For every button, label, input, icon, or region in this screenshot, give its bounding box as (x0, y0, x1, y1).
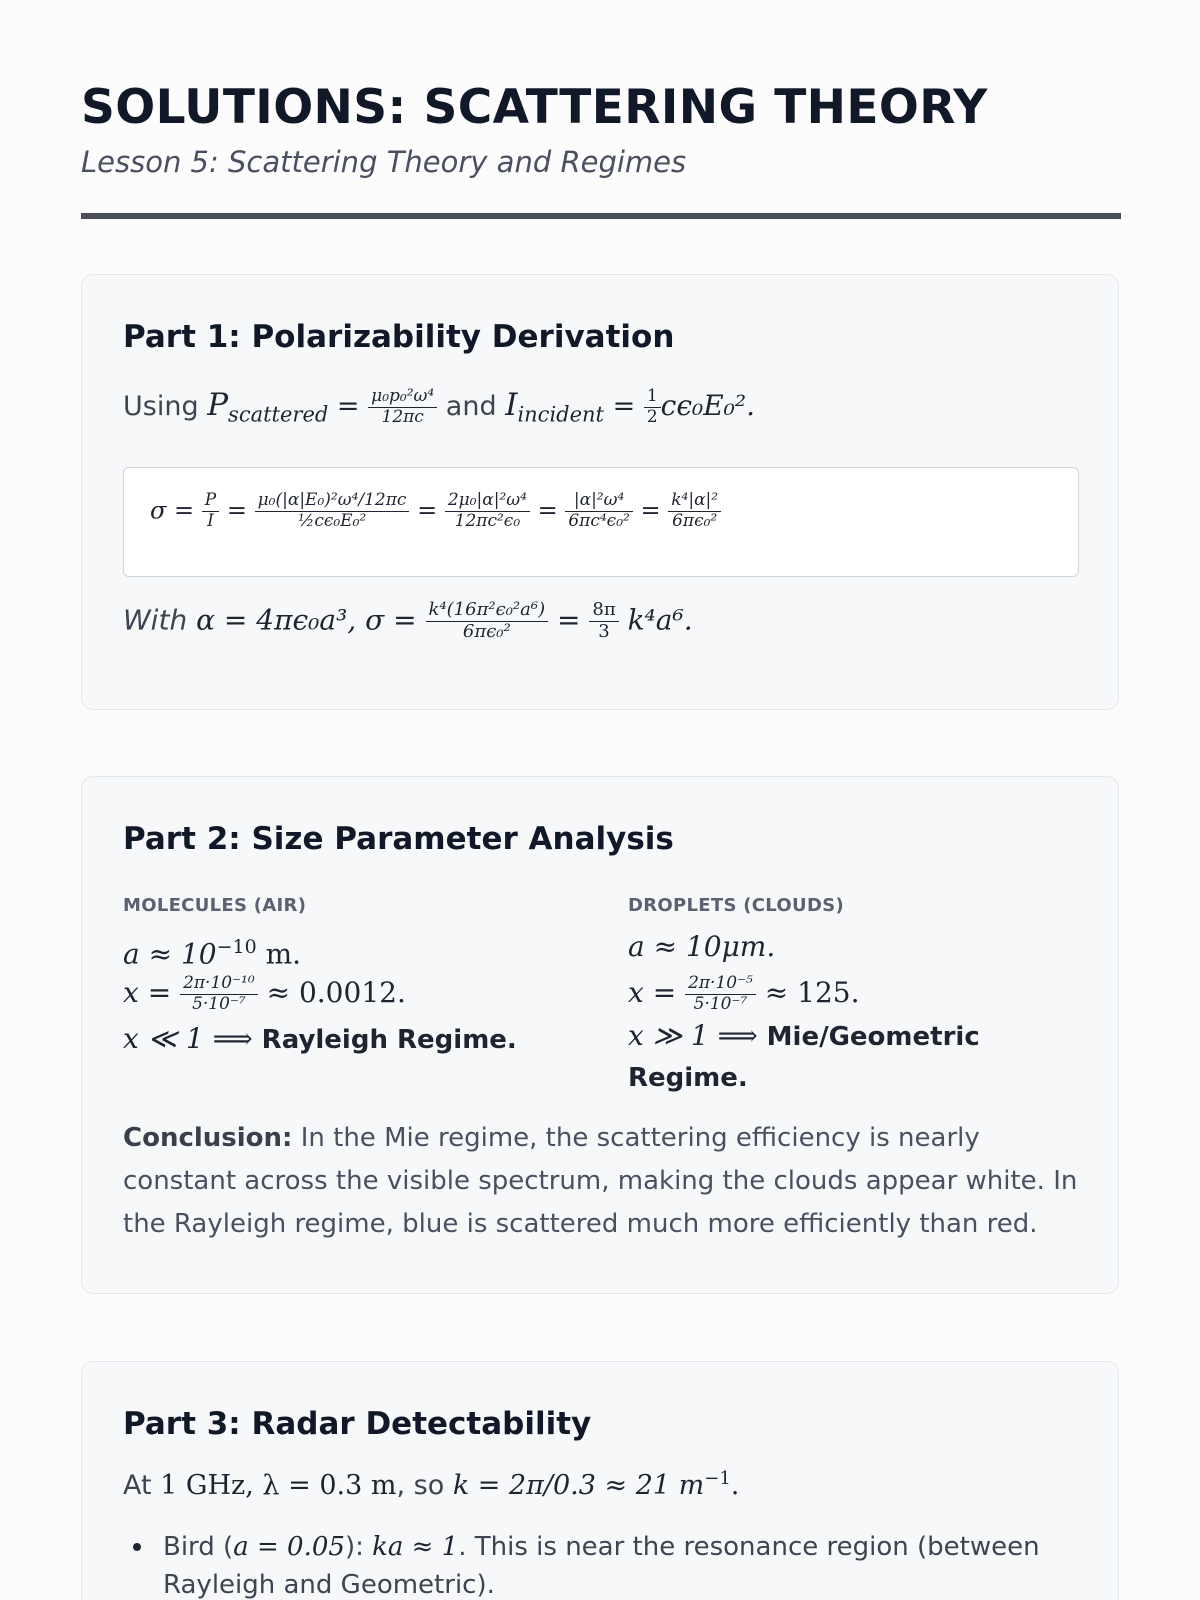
frac-denominator: ½cϵ₀E₀² (297, 510, 367, 531)
part1-result (123, 601, 693, 642)
i-subscript: incident (517, 402, 604, 427)
frac-numerator: 2π·10⁻⁵ (685, 975, 756, 995)
p-denominator: 12πc (381, 407, 424, 427)
frac-denominator: 5·10⁻⁷ (693, 993, 748, 1014)
equals-sign: = (417, 496, 438, 525)
bullet-math-2: ka ≈ 1 (372, 1532, 459, 1562)
frac-denominator: 6πc⁴ϵ₀² (568, 510, 630, 531)
x-fraction (685, 972, 756, 1014)
title-divider (81, 213, 1121, 219)
molecules-column (123, 895, 563, 1062)
molecules-size (123, 924, 563, 970)
regime-name: Rayleigh Regime. (261, 1025, 517, 1055)
frac-step-4 (565, 492, 632, 531)
i-symbol: I (505, 387, 518, 423)
result-tail: k⁴a⁶. (627, 603, 693, 637)
molecules-regime (123, 1016, 563, 1062)
frac-denominator: 6πϵ₀² (462, 620, 511, 642)
part2-heading: Part 2: Size Parameter Analysis (123, 821, 674, 857)
part1-intro (123, 387, 755, 427)
equals-sign: = (612, 391, 636, 422)
part3-card (81, 1361, 1119, 1600)
intro-and-text: and (445, 391, 497, 422)
x-result: ≈ 0.0012. (266, 976, 406, 1009)
radar-list (123, 1528, 1083, 1600)
frac-numerator: k⁴(16π²ϵ₀²a⁶) (426, 601, 549, 622)
size-exponent: −10 (216, 936, 257, 958)
bullet-lead: Bird ( (163, 1532, 234, 1562)
equals-sign: = (640, 496, 661, 525)
with-word: With (123, 603, 188, 637)
i-rest: cϵ₀E₀². (660, 389, 756, 422)
equals-sign: = (226, 496, 247, 525)
half-denominator: 2 (646, 407, 658, 427)
intro-frequency: 1 GHz, λ = 0.3 m (160, 1470, 397, 1501)
p-symbol: P (207, 387, 229, 423)
droplets-column (628, 895, 1068, 1098)
droplets-size (628, 924, 1068, 970)
half-numerator: 1 (644, 388, 661, 408)
equals-sign: = (537, 496, 558, 525)
x-lhs: x = (123, 976, 172, 1009)
size-value: a ≈ 10 (123, 937, 217, 971)
frac-step-2 (255, 492, 410, 531)
list-item (123, 1528, 1083, 1600)
half-fraction (644, 388, 661, 427)
part3-intro (123, 1468, 739, 1501)
frac-denominator: 12πc²ϵ₀ (454, 510, 521, 531)
frac-p-over-i (202, 492, 219, 531)
page-subtitle: Lesson 5: Scattering Theory and Regimes (81, 145, 687, 179)
result-fraction (426, 601, 549, 642)
bullet-mid: ): (344, 1532, 373, 1562)
frac-numerator: k⁴|α|² (668, 492, 721, 512)
frac-denominator: I (207, 510, 214, 531)
p-fraction (368, 388, 437, 427)
droplets-regime (628, 1016, 1028, 1098)
frac-step-3 (445, 492, 530, 531)
frac-numerator: μ₀(|α|E₀)²ω⁴/12πc (255, 492, 410, 512)
droplets-x (628, 970, 1068, 1016)
frac-numerator: P (202, 492, 219, 512)
wavenumber-exponent: −1 (704, 1468, 731, 1489)
intro-wavenumber: k = 2π/0.3 ≈ 21 m (452, 1470, 705, 1501)
x-fraction (180, 972, 258, 1014)
page-title: SOLUTIONS: SCATTERING THEORY (81, 80, 988, 135)
coef-fraction (589, 601, 618, 642)
size-value: a ≈ 10μm. (628, 930, 776, 963)
conclusion-paragraph (123, 1117, 1083, 1246)
p-subscript: scattered (228, 402, 329, 427)
frac-denominator: 6πϵ₀² (672, 510, 718, 531)
x-lhs: x = (628, 976, 677, 1009)
regime-condition: x ≫ 1 ⟹ (628, 1019, 758, 1052)
conclusion-label: Conclusion: (123, 1123, 293, 1153)
regime-name: Mie/Geometric Regime. (628, 1022, 980, 1093)
equals-sign: = (557, 603, 581, 637)
bullet-text: . This is near the resonance region (between Rayleigh and Geometric). (163, 1532, 1040, 1600)
frac-numerator: 2μ₀|α|²ω⁴ (445, 492, 530, 512)
sigma-lhs: σ = (150, 496, 195, 525)
equals-sign: = (336, 391, 360, 422)
molecules-label: MOLECULES (AIR) (123, 895, 307, 916)
intro-end: . (730, 1470, 740, 1501)
derivation-box (123, 467, 1079, 577)
regime-condition: x ≪ 1 ⟹ (123, 1022, 253, 1055)
conclusion-text: In the Mie regime, the scattering efficiency is nearly constant across the visible spectrum, making the clouds appear white. In the Rayleigh regime, blue is scattered much more efficiently than red. (123, 1123, 1078, 1239)
sigma-derivation (150, 492, 721, 531)
frac-denominator: 3 (598, 620, 610, 642)
frac-numerator: 8π (589, 601, 618, 622)
p-numerator: μ₀p₀²ω⁴ (368, 388, 437, 408)
part1-heading: Part 1: Polarizability Derivation (123, 319, 675, 355)
part2-card (81, 776, 1119, 1294)
intro-using-text: Using (123, 391, 199, 422)
part3-heading: Part 3: Radar Detectability (123, 1406, 592, 1442)
size-unit: m. (256, 937, 302, 971)
frac-numerator: |α|²ω⁴ (565, 492, 632, 512)
part1-card (81, 274, 1119, 710)
molecules-x (123, 970, 563, 1016)
alpha-expression: α = 4πϵ₀a³, σ = (196, 603, 417, 637)
droplets-label: DROPLETS (CLOUDS) (628, 895, 844, 916)
bullet-math: a = 0.05 (233, 1532, 345, 1562)
frac-step-5 (668, 492, 721, 531)
frac-denominator: 5·10⁻⁷ (192, 993, 246, 1014)
x-result: ≈ 125. (764, 976, 860, 1009)
intro-at: At (123, 1470, 161, 1501)
intro-so: , so (396, 1470, 453, 1501)
frac-numerator: 2π·10⁻¹⁰ (180, 975, 258, 995)
